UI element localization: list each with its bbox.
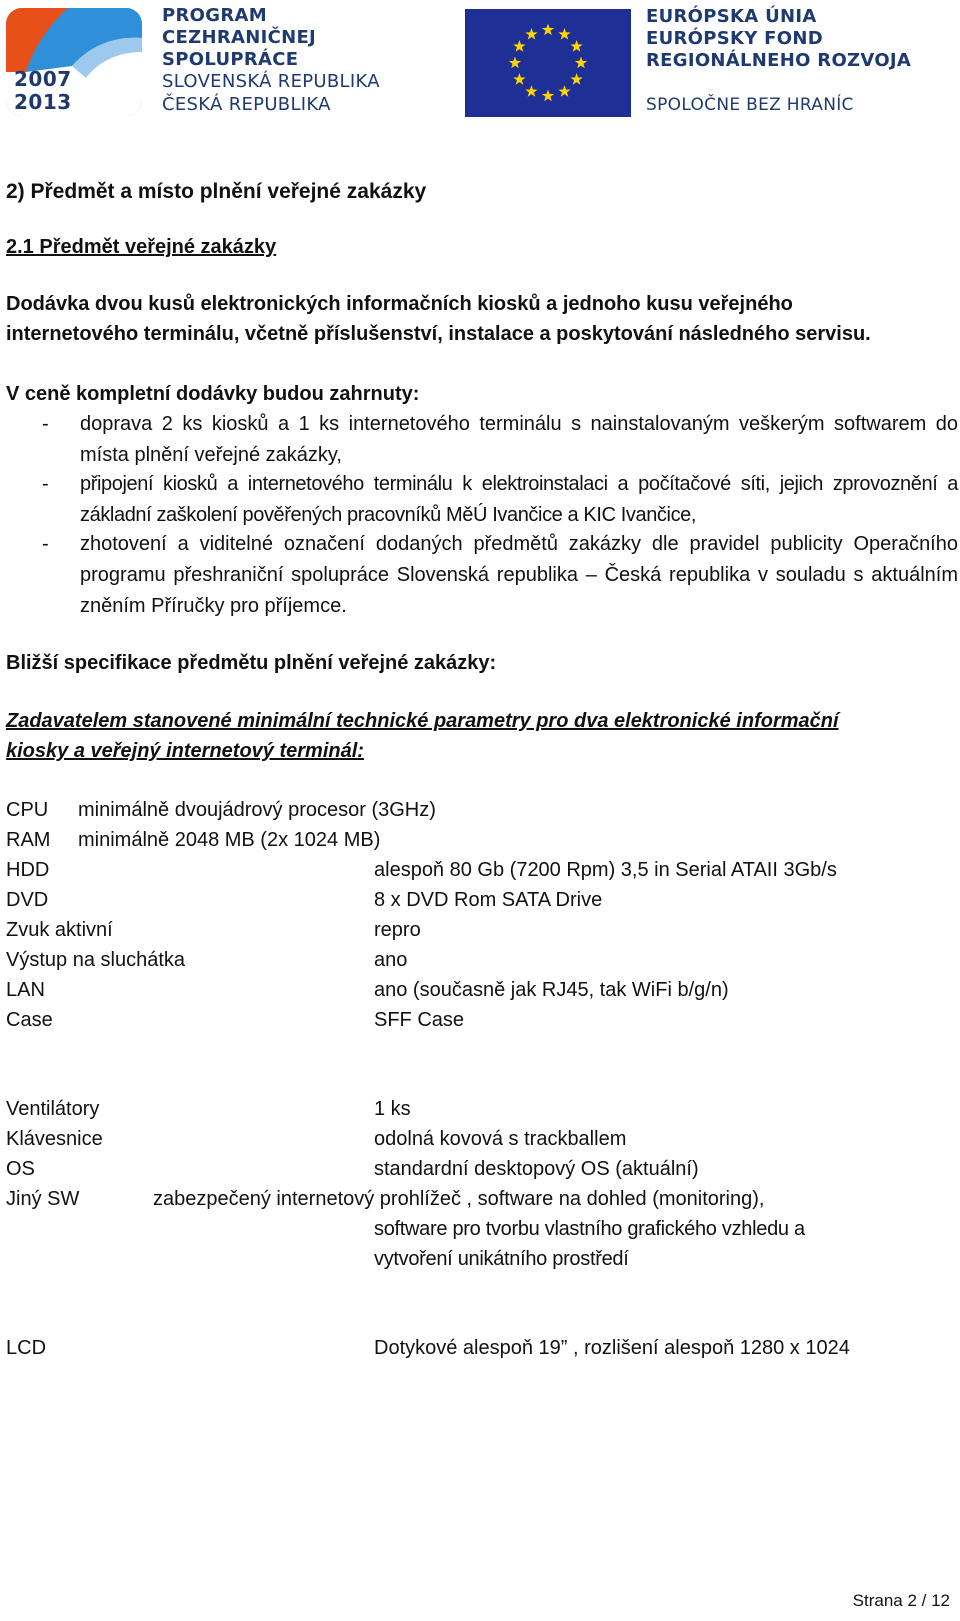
eu-star-icon (525, 85, 537, 97)
spec-value-lcd: Dotykové alespoň 19” , rozlišení alespoň 1280 x 1024 (374, 1337, 850, 1359)
spec-label-headphones: Výstup na sluchátka (6, 949, 185, 971)
eu-title-line-2: EURÓPSKY FOND (646, 28, 823, 49)
spec-label-case: Case (6, 1009, 53, 1031)
spec-label-lan: LAN (6, 979, 45, 1001)
program-title-line-2: CEZHRANIČNEJ (162, 27, 317, 48)
bullet-text: připojení kiosků a internetového terminálu k elektroinstalaci a počítačové síti, jejich zprovoznění a základní zaškolení pověřených pracovníků MěÚ Ivančice a KIC Ivančice, (80, 473, 958, 526)
intro-line-1: Dodávka dvou kusů elektronických informačních kiosků a jednoho kusu veřejného (6, 293, 793, 315)
spec-value-other-sw-line-2: software pro tvorbu vlastního grafického vzhledu a (374, 1218, 805, 1240)
spec-value-other-sw-line-1: zabezpečený internetový prohlížeč , software na dohled (monitoring), (153, 1188, 765, 1210)
eu-stars-icon (465, 9, 631, 117)
spec-value-headphones: ano (374, 949, 408, 971)
eu-star-icon (542, 24, 554, 36)
spec-value-other-sw-line-3: vytvoření unikátního prostředí (374, 1248, 629, 1270)
spec-label-os: OS (6, 1158, 35, 1180)
spec-value-os: standardní desktopový OS (aktuální) (374, 1158, 699, 1180)
program-country-sk: SLOVENSKÁ REPUBLIKA (162, 71, 380, 92)
included-heading: V ceně kompletní dodávky budou zahrnuty: (6, 383, 420, 405)
eu-star-icon (570, 73, 582, 85)
spec-value-ram: minimálně 2048 MB (2x 1024 MB) (78, 829, 381, 851)
spec-value-fans: 1 ks (374, 1098, 411, 1120)
eu-star-icon (509, 57, 521, 69)
spec-value-case: SFF Case (374, 1009, 465, 1031)
bullet-dash: - (42, 473, 49, 495)
program-country-cz: ČESKÁ REPUBLIKA (162, 94, 331, 115)
spec-label-fans: Ventilátory (6, 1098, 100, 1120)
eu-star-icon (558, 28, 570, 40)
eu-star-icon (570, 40, 582, 52)
spec-value-sound: repro (374, 919, 421, 941)
eu-star-icon (575, 57, 587, 69)
bullet-text: doprava 2 ks kiosků a 1 ks internetového terminálu s nainstalovaným veškerým softwarem do místa plnění veřejné zakázky, (80, 413, 958, 466)
bullet-text: zhotovení a viditelné označení dodaných předmětů zakázky dle pravidel publicity Operačního programu přeshraniční spolupráce Slovenská republika – Česká republika v souladu s aktuálním zněním Příručky pro příjemce. (80, 533, 958, 617)
spec-label-keyboard: Klávesnice (6, 1128, 103, 1150)
spec-label-other-sw: Jiný SW (6, 1188, 80, 1210)
spec-label-lcd: LCD (6, 1337, 47, 1359)
spec-label-cpu: CPU (6, 799, 49, 821)
page-number: Strana 2 / 12 (852, 1591, 950, 1610)
spec-value-lan: ano (současně jak RJ45, tak WiFi b/g/n) (374, 979, 729, 1001)
eu-star-icon (513, 73, 525, 85)
spec-label-dvd: DVD (6, 889, 49, 911)
logo-year-bottom: 2013 (14, 90, 72, 114)
eu-star-icon (513, 40, 525, 52)
intro-line-2: internetového terminálu, včetně příslušenství, instalace a poskytování následného servisu. (6, 323, 871, 345)
eu-motto: SPOLOČNE BEZ HRANÍC (646, 95, 854, 115)
section-title: 2) Předmět a místo plnění veřejné zakázky (6, 180, 427, 203)
eu-star-icon (525, 28, 537, 40)
spec-value-cpu: minimálně dvoujádrový procesor (3GHz) (78, 799, 436, 821)
program-title-line-1: PROGRAM (162, 5, 267, 26)
bullet-dash: - (42, 413, 49, 435)
eu-title-line-3: REGIONÁLNEHO ROZVOJA (646, 50, 912, 71)
program-title-line-3: SPOLUPRÁCE (162, 49, 299, 70)
section-subtitle: 2.1 Předmět veřejné zakázky (6, 236, 277, 258)
spec-label-sound: Zvuk aktivní (6, 919, 113, 941)
eu-star-icon (558, 85, 570, 97)
bullet-dash: - (42, 533, 49, 555)
eu-star-icon (542, 90, 554, 102)
logo-year-top: 2007 (14, 67, 72, 91)
spec-value-hdd: alespoň 80 Gb (7200 Rpm) 3,5 in Serial ATAII 3Gb/s (374, 859, 837, 881)
spec-heading: Bližší specifikace předmětu plnění veřejné zakázky: (6, 652, 497, 674)
eu-flag (465, 9, 631, 117)
spec-label-ram: RAM (6, 829, 51, 851)
params-heading-line-2: kiosky a veřejný internetový terminál: (6, 740, 364, 762)
params-heading-line-1: Zadavatelem stanovené minimální technické parametry pro dva elektronické informační (6, 710, 839, 732)
spec-value-keyboard: odolná kovová s trackballem (374, 1128, 627, 1150)
eu-title-line-1: EURÓPSKA ÚNIA (646, 6, 817, 27)
spec-label-hdd: HDD (6, 859, 50, 881)
spec-value-dvd: 8 x DVD Rom SATA Drive (374, 889, 603, 911)
